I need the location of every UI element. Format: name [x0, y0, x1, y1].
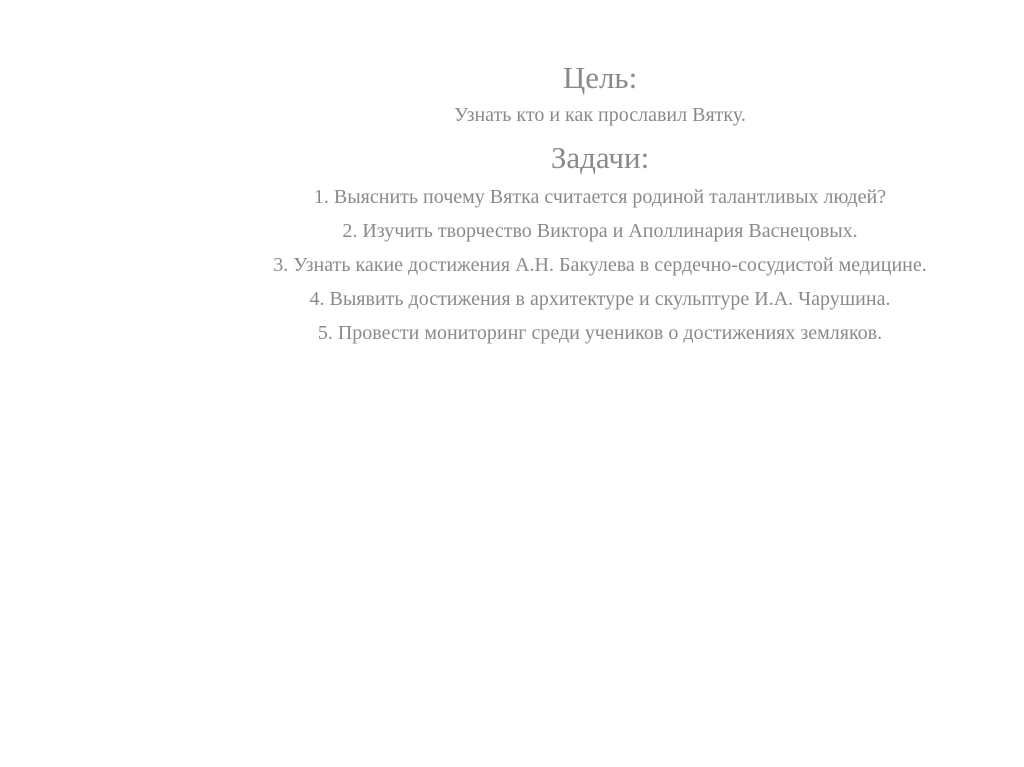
task-item-4: 4. Выявить достижения в архитектуре и скульптуре И.А. Чарушина.	[309, 288, 891, 310]
goal-text: Узнать кто и как прославил Вятку.	[454, 104, 746, 126]
task-item-1: 1. Выяснить почему Вятка считается родиной талантливых людей?	[313, 186, 887, 208]
tasks-list	[240, 184, 960, 347]
task-item-5: 5. Провести мониторинг среди учеников о достижениях земляков.	[317, 322, 883, 344]
task-item-3: 3. Узнать какие достижения А.Н. Бакулева в сердечно-сосудистой медицине.	[273, 254, 927, 276]
slide-content	[240, 58, 960, 354]
goal-heading: Цель:	[562, 60, 638, 95]
task-item-2: 2. Изучить творчество Виктора и Аполлинария Васнецовых.	[342, 220, 858, 242]
tasks-heading: Задачи:	[550, 140, 650, 175]
